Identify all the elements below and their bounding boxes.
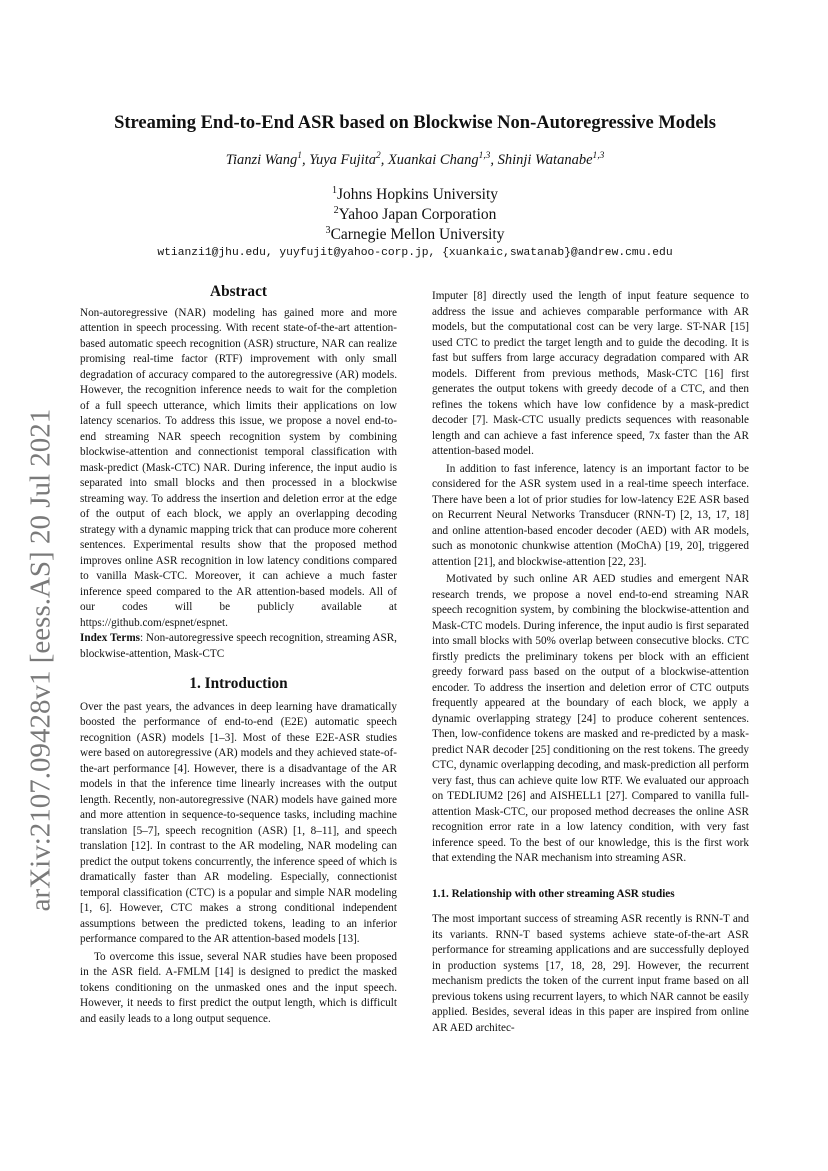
index-terms	[80, 631, 397, 662]
affiliation-sup: 2	[333, 204, 339, 216]
author-name: Yuya Fujita	[309, 152, 376, 168]
intro-paragraph: To overcome this issue, several NAR studies have been proposed in the ASR field. A-FMLM [14] is designed to predict the masked tokens conditioning on the unmasked ones and the input speech. However, it needs to first predict the output length, which is difficult and easily leads to a long output sequence.	[80, 950, 397, 1025]
right-column	[432, 289, 749, 1036]
affiliation-sup: 3	[325, 224, 331, 236]
author-name: Tianzi Wang	[225, 152, 298, 168]
author-sup: 1,3	[478, 151, 491, 162]
body-paragraph: Imputer [8] directly used the length of input feature sequence to address the issue and achieves comparable performance with AR models, but the computational cost can be very large. ST-NAR [15] used CTC to predict the target length and to guide the decoding. It is fast but suffers from large accuracy degradation compared with AR models. Different from previous methods, Mask-CTC [16] first generates the output tokens with greedy decode of a CTC, and then refines the tokens which have low confidence by a mask-predict decoder [7]. Mask-CTC usually predicts sequences with reasonable length and can achieve a fast inference speed, 7x faster than the AR attention-based model.	[432, 290, 749, 457]
author-emails: wtianzi1@jhu.edu, yuyfujit@yahoo-corp.jp, {xuankaic,swatanab}@andrew.cmu.edu	[157, 247, 673, 259]
affiliation-name: Carnegie Mellon University	[330, 226, 505, 243]
affiliation-name: Johns Hopkins University	[336, 186, 499, 203]
introduction-heading: 1. Introduction	[189, 675, 288, 692]
author-sup: 1,3	[592, 151, 605, 162]
affiliation-name: Yahoo Japan Corporation	[338, 206, 497, 223]
arxiv-stamp-text: arXiv:2107.09428v1 [eess.AS] 20 Jul 2021	[24, 408, 57, 912]
body-paragraph: Motivated by such online AR AED studies and emergent NAR research trends, we propose a novel end-to-end streaming NAR speech recognition system, by combining the blockwise-attention and Mask-CTC models. During inference, the input audio is first separated into small blocks with 50% overlap between consecutive blocks. CTC firstly predicts the preliminary tokens per block with an efficient greedy forward pass based on the output of a blockwise-attention encoder. To address the insertion and deletion error of CTC outputs frequently appeared at the boundary of each block, we apply a dynamic overlapping strategy [24] to produce coherent sentences. Then, low-confidence tokens are masked and re-predicted by a mask-predict NAR decoder [25] conditioning on the rest tokens. The greedy CTC, dynamic overlapping decoding, and mask-prediction all perform very fast, thus can achieve quite low RTF. We evaluated our approach on TEDLIUM2 [26] and AISHELL1 [27]. Compared to vanilla full-attention Mask-CTC, our proposed method decreases the online ASR recognition error rate in a low latency condition, with very fast inference speed. To the best of our knowledge, this is the first work that extending the NAR mechanism into streaming ASR.	[432, 573, 749, 864]
intro-paragraph: Over the past years, the advances in deep learning have dramatically boosted the performance of end-to-end (E2E) automatic speech recognition (ASR) models [1–3]. Most of these E2E-ASR studies were based on autoregressive (AR) models and they achieved state-of-the-art performance [4]. However, there is a disadvantage of the AR models in that the inference time linearly increases with the output length. Recently, non-autoregressive (NAR) models have gained more and more attention in sequence-to-sequence tasks, including machine translation [5–7], speech recognition (ASR) [1, 8–11], and speech translation [12]. In contrast to the AR modeling, NAR modeling can predict the output tokens concurrently, the inference speed of which is dramatically faster than AR modeling. Especially, connectionist temporal classification (CTC) is a popular and simple NAR modeling [1, 6]. However, CTC makes a strong conditional independent assumptions between the predicted tokens, leading to an inferior performance compared to the AR attention-based models [13].	[80, 700, 397, 945]
author-sup: 2	[376, 151, 381, 162]
affiliation-sup: 1	[331, 184, 337, 196]
index-terms-label: Index Terms	[80, 632, 140, 644]
paper-title: Streaming End-to-End ASR based on Blockwise Non-Autoregressive Models	[114, 113, 716, 133]
affiliation	[80, 206, 750, 224]
author-name: Shinji Watanabe	[497, 152, 593, 168]
abstract-body: Non-autoregressive (NAR) modeling has gained more and more attention in speech processing. With recent state-of-the-art attention-based automatic speech recognition (ASR) structure, NAR can realize promising real-time factor (RTF) improvement with only small degradation of accuracy compared to the autoregressive (AR) models. However, the recognition inference needs to wait for the completion of a full speech utterance, which limits their applications on low latency scenarios. To address this issue, we propose a novel end-to-end streaming NAR speech recognition system by combining blockwise-attention and connectionist temporal classification with mask-predict (Mask-CTC) NAR. During inference, the input audio is separated into small blocks and then processed in a blockwise streaming way. To address the insertion and deletion error at the edge of the output of each block, we apply an overlapping decoding strategy with a dynamic mapping trick that can produce more coherent sentences. Experimental results show that the proposed method improves online ASR recognition in low latency conditions compared to vanilla Mask-CTC. Moreover, it can achieve a much faster inference speed compared to the AR attention-based models. All of our codes will be publicly available at https://github.com/espnet/espnet.	[80, 306, 397, 629]
body-paragraph: The most important success of streaming ASR recently is RNN-T and its variants. RNN-T based systems achieve state-of-the-art ASR performance for streaming applications and are successfully deployed in production systems [17, 18, 28, 29]. However, the recurrent mechanism predicts the token of the current input frame based on all previous tokens using recurrent layers, to which NAR cannot be easily applied. Besides, several ideas in this paper are inspired from online AR AED architec-	[432, 913, 749, 1034]
author-name: Xuankai Chang	[387, 152, 479, 168]
author-sup: 1	[297, 151, 302, 162]
left-column	[80, 284, 397, 1027]
body-paragraph: In addition to fast inference, latency is an important factor to be considered for the ASR system used in a real-time speech interface. There have been a lot of prior studies for low-latency E2E ASR based on Recurrent Neural Networks Transducer (RNN-T) [2, 13, 17, 18] and online attention-based encoder decoder (AED) with AR models, such as monotonic chunkwise attention (MoChA) [19, 20], triggered attention [21], and blockwise-attention [22, 23].	[432, 462, 749, 568]
subsection-heading: 1.1. Relationship with other streaming ASR studies	[432, 887, 675, 900]
arxiv-side-stamp	[18, 360, 64, 960]
affiliation	[80, 186, 750, 204]
index-terms-text: : Non-autoregressive speech recognition, streaming ASR, blockwise-attention, Mask-CTC	[80, 632, 397, 660]
affiliation	[80, 226, 750, 244]
author-list: Tianzi Wang$^1$, Yuya Fujita$^2$, Xuankai Chang$^{1,3}$, Shinji Watanabe$^{1,3}$	[225, 151, 605, 168]
abstract-heading: Abstract	[210, 283, 267, 300]
